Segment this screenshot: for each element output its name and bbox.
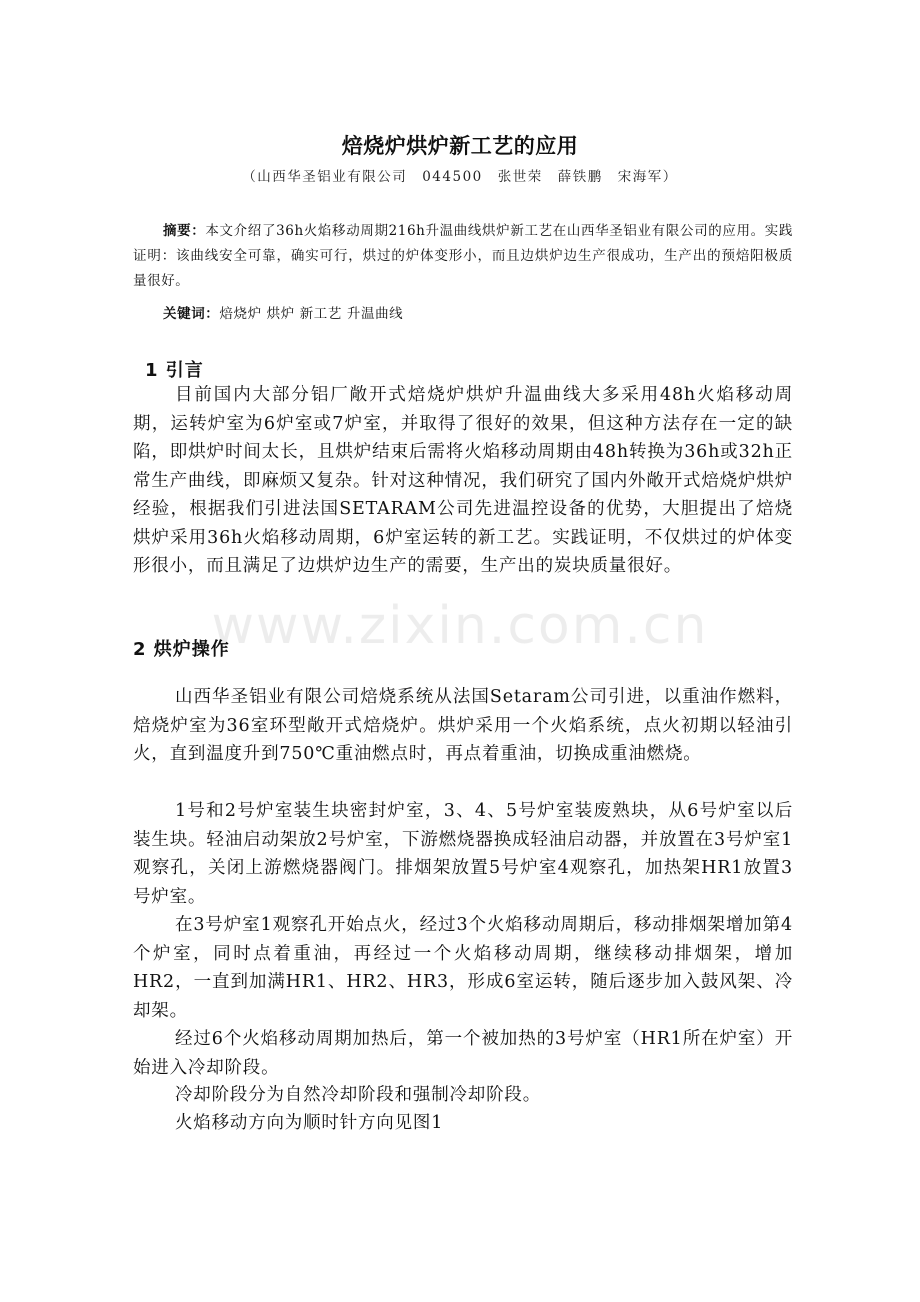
- author-affiliation: （山西华圣铝业有限公司 044500 张世荣 薛铁鹏 宋海军）: [242, 169, 678, 185]
- abstract-text: 本文介绍了36h火焰移动周期216h升温曲线烘炉新工艺在山西华圣铝业有限公司的应用。实践证明：该曲线安全可靠，确实可行，烘过的炉体变形小，而且边烘炉边生产很成功，生产出的预焙阳极质量很好。: [133, 223, 793, 289]
- body-paragraph: 火焰移动方向为顺时针方向见图1: [175, 1113, 444, 1133]
- watermark: www.zixin.com.cn: [211, 596, 709, 656]
- section-heading-introduction: 1 引言: [145, 360, 204, 381]
- keywords-text: 焙烧炉 烘炉 新工艺 升温曲线: [219, 306, 404, 322]
- abstract-label: 摘要：: [163, 223, 206, 239]
- document-title: 焙烧炉烘炉新工艺的应用: [341, 134, 579, 158]
- body-paragraph: 经过6个火焰移动周期加热后，第一个被加热的3号炉室（HR1所在炉室）开始进入冷却阶段。: [133, 1029, 793, 1078]
- body-paragraph: 1号和2号炉室装生块密封炉室，3、4、5号炉室装废熟块，从6号炉室以后装生块。轻油启动架放2号炉室，下游燃烧器换成轻油启动器，并放置在3号炉室1观察孔，关闭上游燃烧器阀门。排烟架放置5号炉室4观察孔，加热架HR1放置3号炉室。: [133, 801, 793, 907]
- introduction-paragraph: 目前国内大部分铝厂敞开式焙烧炉烘炉升温曲线大多采用48h火焰移动周期，运转炉室为6炉室或7炉室，并取得了很好的效果，但这种方法存在一定的缺陷，即烘炉时间太长，且烘炉结束后需将火焰移动周期由48h转换为36h或32h正常生产曲线，即麻烦又复杂。针对这种情况，我们研究了国内外敞开式焙烧炉烘炉经验，根据我们引进法国SETARAM公司先进温控设备的优势，大胆提出了焙烧烘炉采用36h火焰移动周期，6炉室运转的新工艺。实践证明，不仅烘过的炉体变形很小，而且满足了边烘炉边生产的需要，生产出的炭块质量很好。: [133, 385, 793, 576]
- keywords-label: 关键词：: [163, 306, 220, 322]
- abstract-paragraph: [133, 219, 793, 294]
- body-paragraph: 冷却阶段分为自然冷却阶段和强制冷却阶段。: [175, 1085, 541, 1105]
- body-paragraph: 在3号炉室1观察孔开始点火，经过3个火焰移动周期后，移动排烟架增加第4个炉室，同时点着重油，再经过一个火焰移动周期，继续移动排烟架，增加HR2，一直到加满HR1、HR2、HR3，形成6室运转，随后逐步加入鼓风架、冷却架。: [133, 915, 793, 1021]
- section-heading-operation: 2 烘炉操作: [133, 639, 230, 660]
- keywords-paragraph: [133, 302, 793, 327]
- body-paragraph: 山西华圣铝业有限公司焙烧系统从法国Setaram公司引进，以重油作燃料，焙烧炉室为36室环型敞开式焙烧炉。烘炉采用一个火焰系统，点火初期以轻油引火，直到温度升到750℃重油燃点时，再点着重油，切换成重油燃烧。: [133, 687, 793, 764]
